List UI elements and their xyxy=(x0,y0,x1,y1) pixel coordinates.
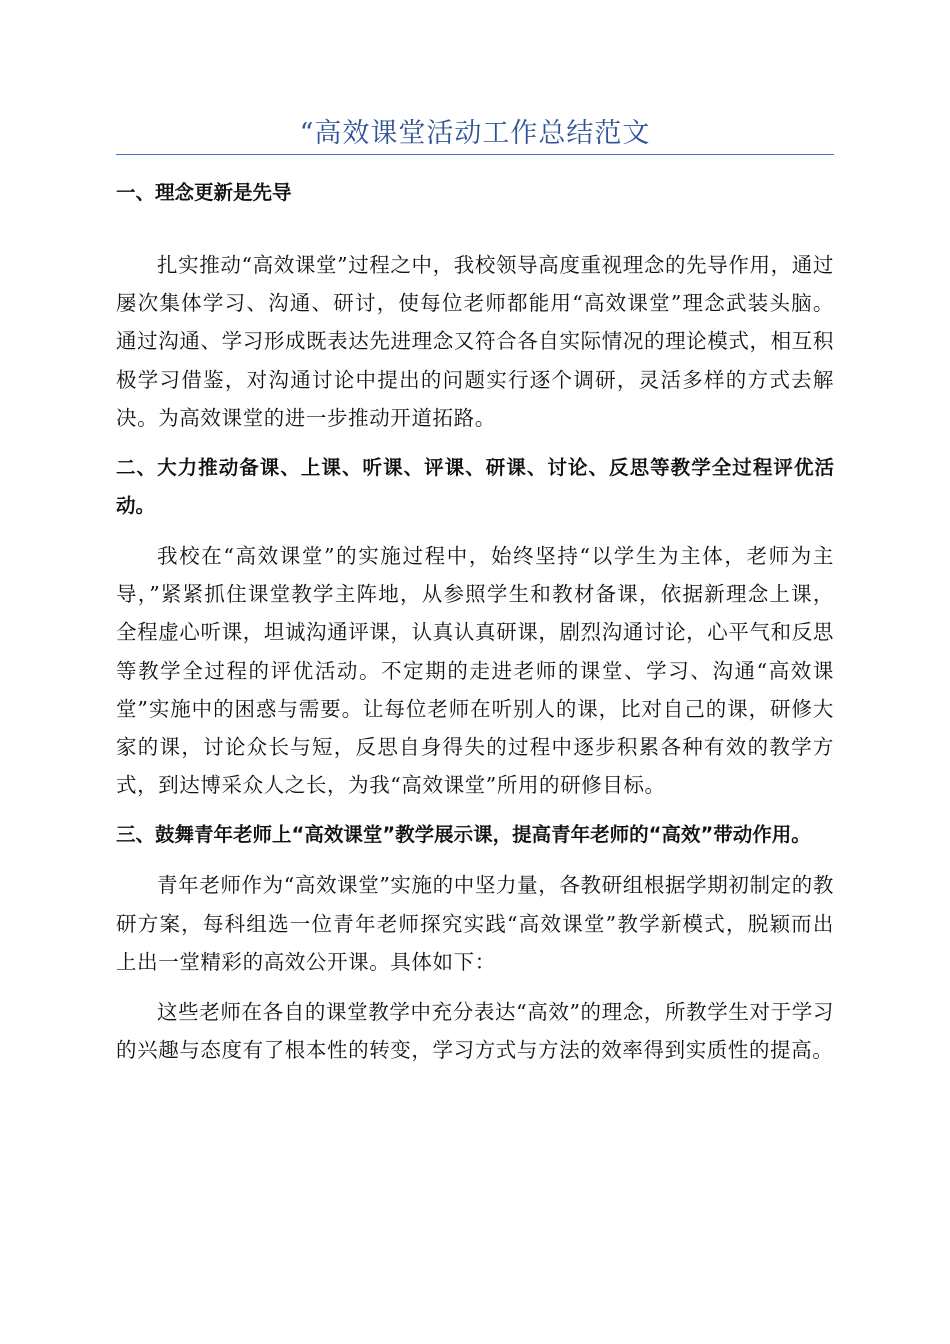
title-underline xyxy=(116,154,834,155)
section-1-paragraph-1: 扎实推动“高效课堂”过程之中，我校领导高度重视理念的先导作用，通过屡次集体学习、沟通、研讨，使每位老师都能用“高效课堂”理念武装头脑。通过沟通、学习形成既表达先进理念又符合各自实际情况的理论模式，相互积极学习借鉴，对沟通讨论中提出的问题实行逐个调研，灵活多样的方式去解决。为高效课堂的进一步推动开道拓路。 xyxy=(116,253,834,430)
section-2-paragraph-1: 我校在“高效课堂”的实施过程中，始终坚持“以学生为主体，老师为主导，”紧紧抓住课堂教学主阵地，从参照学生和教材备课，依据新理念上课，全程虚心听课，坦诚沟通评课，认真认真研课，剧烈沟通讨论，心平气和反思等教学全过程的评优活动。不定期的走进老师的课堂、学习、沟通“高效课堂”实施中的困惑与需要。让每位老师在听别人的课，比对自己的课，研修大家的课，讨论众长与短，反思自身得失的过程中逐步积累各种有效的教学方式，到达博采众人之长，为我“高效课堂”所用的研修目标。 xyxy=(116,544,834,798)
title-block xyxy=(116,112,834,156)
page-title: “高效课堂活动工作总结范文 xyxy=(299,118,651,149)
section-3-paragraph-1: 青年老师作为“高效课堂”实施的中坚力量，各教研组根据学期初制定的教研方案，每科组选一位青年老师探究实践“高效课堂”教学新模式，脱颖而出上出一堂精彩的高效公开课。具体如下： xyxy=(116,873,834,974)
spacer xyxy=(116,224,834,246)
section-heading-1: 一、理念更新是先导 xyxy=(116,181,292,204)
section-3-paragraph-2: 这些老师在各自的课堂教学中充分表达“高效”的理念，所教学生对于学习的兴趣与态度有了根本性的转变，学习方式与方法的效率得到实质性的提高。 xyxy=(116,1000,834,1063)
document-body xyxy=(116,174,834,1081)
section-heading-2: 二、大力推动备课、上课、听课、评课、研课、讨论、反思等教学全过程评优活动。 xyxy=(116,456,834,518)
section-heading-3: 三、鼓舞青年老师上“高效课堂”教学展示课，提高青年老师的“高效”带动作用。 xyxy=(116,823,811,847)
